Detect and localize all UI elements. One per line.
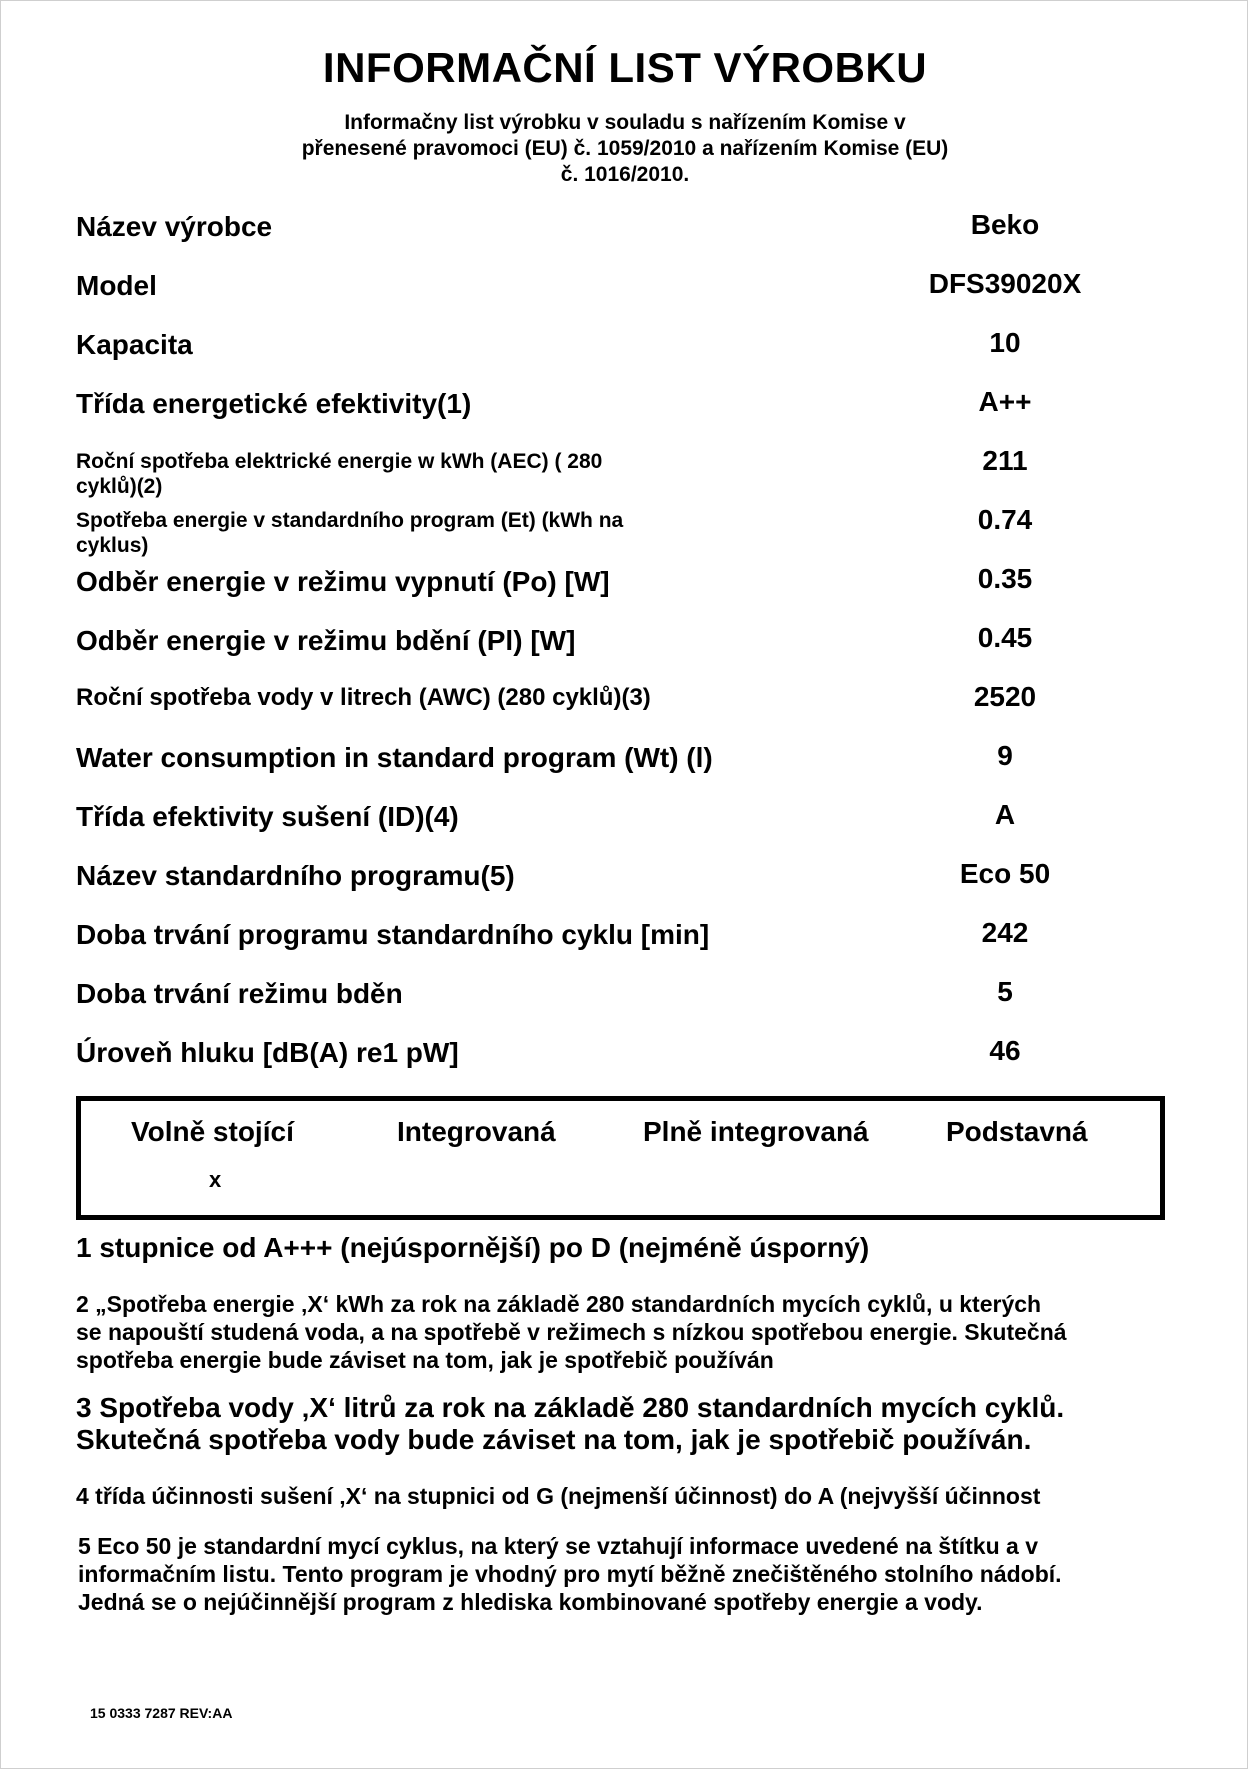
row-label-line: Spotřeba energie v standardního program (Et) (kWh na [76, 509, 624, 532]
installation-selected-mark: x [209, 1167, 222, 1192]
row-value-noise-level: 46 [989, 1035, 1021, 1066]
subtitle-line: č. 1016/2010. [560, 163, 690, 186]
footnote-line: informačním listu. Tento program je vhodný pro mytí běžně znečištěného stolního nádobí. [78, 1561, 1062, 1587]
row-value-drying-class: A [994, 799, 1016, 830]
row-value-annual-energy: 211 [982, 445, 1028, 476]
row-value-energy-per-cycle: 0.74 [977, 504, 1033, 535]
footnote-5 [78, 1532, 1188, 1616]
row-label-drying-class: Třída efektivity sušení (ID)(4) [76, 801, 459, 832]
row-label-noise-level: Úroveň hluku [dB(A) re1 pW] [76, 1037, 459, 1068]
installation-type-box [76, 1096, 1165, 1220]
footnote-3 [76, 1392, 1186, 1456]
row-label-left-on-power: Odběr energie v režimu bdění (Pl) [W] [76, 625, 576, 656]
footnote-1: 1 stupnice od A+++ (nejúspornější) po D (nejméně úsporný) [76, 1232, 870, 1263]
footnote-line: 3 Spotřeba vody ‚X‘ litrů za rok na základě 280 standardních mycích cyklů. [76, 1392, 1065, 1423]
row-label-line: cyklus) [76, 534, 149, 557]
document-title: INFORMAČNÍ LIST VÝROBKU [322, 44, 928, 91]
row-label-off-mode-power: Odběr energie v režimu vypnutí (Po) [W] [76, 566, 610, 597]
footnote-line: se napouští studená voda, a na spotřebě v režimech s nízkou spotřebou energie. Skutečná [76, 1319, 1067, 1345]
footnote-line: spotřeba energie bude záviset na tom, jak je spotřebič používán [76, 1347, 774, 1373]
row-label-energy-class: Třída energetické efektivity(1) [76, 388, 472, 419]
document-subtitle [225, 110, 1025, 188]
row-label-left-on-duration: Doba trvání režimu bděn [76, 978, 403, 1009]
document-code: 15 0333 7287 REV:AA [90, 1705, 233, 1721]
row-label-standard-program: Název standardního programu(5) [76, 860, 515, 891]
row-value-program-duration: 242 [981, 917, 1029, 948]
row-value-annual-water: 2520 [973, 681, 1037, 712]
row-label-model: Model [76, 270, 157, 301]
row-label-line: Roční spotřeba elektrické energie w kWh (AEC) ( 280 [76, 450, 603, 473]
row-value-standard-program: Eco 50 [959, 858, 1051, 889]
row-value-left-on-power: 0.45 [977, 622, 1033, 653]
installation-built-under: Podstavná [946, 1116, 1088, 1147]
footnote-line: 2 „Spotřeba energie ‚X‘ kWh za rok na základě 280 standardních mycích cyklů, u kterých [76, 1291, 1042, 1317]
row-label-line: cyklů)(2) [76, 475, 163, 498]
subtitle-line: přenesené pravomoci (EU) č. 1059/2010 a nařízením Komise (EU) [301, 137, 949, 160]
row-label-manufacturer: Název výrobce [76, 211, 273, 242]
row-label-annual-water: Roční spotřeba vody v litrech (AWC) (280 cyklů)(3) [76, 684, 651, 711]
row-value-off-mode-power: 0.35 [977, 563, 1033, 594]
installation-integrated: Integrovaná [397, 1116, 556, 1147]
footnote-line: Skutečná spotřeba vody bude záviset na tom, jak je spotřebič používán. [76, 1424, 1032, 1455]
row-value-water-per-cycle: 9 [997, 740, 1013, 771]
row-value-energy-class: A++ [978, 386, 1032, 417]
row-label-energy-per-cycle [76, 508, 756, 558]
row-value-manufacturer: Beko [970, 209, 1040, 240]
installation-fully-integrated: Plně integrovaná [643, 1116, 869, 1147]
row-value-model: DFS39020X [928, 268, 1082, 299]
row-value-left-on-duration: 5 [997, 976, 1013, 1007]
row-label-capacity: Kapacita [76, 329, 193, 360]
installation-freestanding: Volně stojící [131, 1116, 294, 1147]
footnote-line: Jedná se o nejúčinnější program z hlediska kombinované spotřeby energie a vody. [78, 1589, 983, 1615]
footnote-line: 5 Eco 50 je standardní mycí cyklus, na který se vztahují informace uvedené na štítku a v [78, 1533, 1039, 1559]
row-label-annual-energy [76, 449, 756, 499]
row-label-program-duration: Doba trvání programu standardního cyklu [min] [76, 919, 710, 950]
footnote-2 [76, 1290, 1186, 1374]
subtitle-line: Informačny list výrobku v souladu s nařízením Komise v [344, 111, 906, 134]
row-value-capacity: 10 [989, 327, 1021, 358]
footnote-4: 4 třída účinnosti sušení ‚X‘ na stupnici od G (nejmenší účinnost) do A (nejvyšší účinnost [76, 1483, 1041, 1509]
row-label-water-per-cycle: Water consumption in standard program (Wt) (l) [76, 742, 713, 773]
